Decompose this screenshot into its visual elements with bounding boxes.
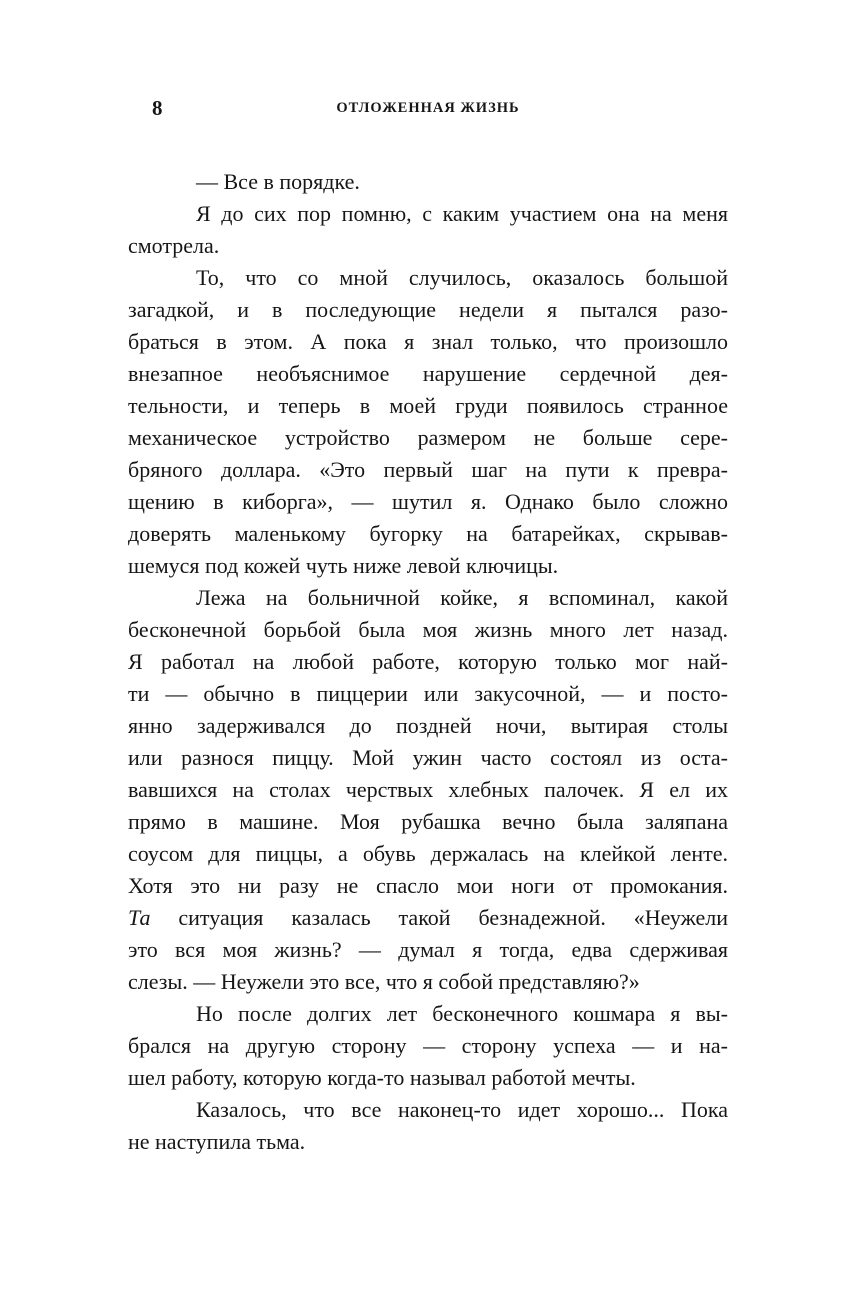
page-number: 8	[152, 96, 163, 120]
text-line: шел работу, которую когда-то называл работой мечты.	[128, 1065, 636, 1090]
text-line: Но после долгих лет бесконечного кошмара я вы-	[196, 1001, 728, 1026]
page-header	[128, 94, 728, 122]
body-text	[128, 166, 728, 1158]
text-line: — Все в порядке.	[196, 169, 360, 194]
text-line	[128, 902, 728, 934]
paragraph	[128, 998, 728, 1094]
text-line: или разнося пиццу. Мой ужин часто состоял из оста-	[128, 745, 728, 770]
text-line-rest: ситуация казалась такой безнадежной. «Неужели	[178, 905, 729, 930]
text-line: слезы. — Неужели это все, что я собой представляю?»	[128, 969, 640, 994]
text-line: Лежа на больничной койке, я вспоминал, какой	[196, 585, 728, 610]
text-line: механическое устройство размером не больше сере-	[128, 425, 728, 450]
text-line: Я работал на любой работе, которую только мог най-	[128, 649, 728, 674]
text-line: это вся моя жизнь? — думал я тогда, едва сдерживая	[128, 937, 728, 962]
text-line: янно задерживался до поздней ночи, вытирая столы	[128, 713, 728, 738]
text-line: доверять маленькому бугорку на батарейках, скрывав-	[128, 521, 728, 546]
paragraph	[128, 166, 728, 198]
text-line: ти — обычно в пиццерии или закусочной, — и посто-	[128, 681, 728, 706]
text-line: внезапное необъяснимое нарушение сердечной дея-	[128, 361, 728, 386]
paragraph	[128, 582, 728, 998]
text-line: бесконечной борьбой была моя жизнь много лет назад.	[128, 617, 728, 642]
paragraph	[128, 1094, 728, 1158]
text-line: загадкой, и в последующие недели я пытался разо-	[128, 297, 728, 322]
text-line: Я до сих пор помню, с каким участием она на меня	[196, 201, 728, 226]
text-line: вавшихся на столах черствых хлебных палочек. Я ел их	[128, 777, 728, 802]
text-line: бряного доллара. «Это первый шаг на пути к превра-	[128, 457, 728, 482]
text-line: тельности, и теперь в моей груди появилось странное	[128, 393, 728, 418]
text-line: То, что со мной случилось, оказалось большой	[196, 265, 728, 290]
text-line: прямо в машине. Моя рубашка вечно была заляпана	[128, 809, 728, 834]
paragraph	[128, 198, 728, 262]
emphasized-word: Та	[128, 905, 151, 930]
text-line: щению в киборга», — шутил я. Однако было сложно	[128, 489, 728, 514]
text-line: Казалось, что все наконец-то идет хорошо... Пока	[196, 1097, 728, 1122]
paragraph	[128, 262, 728, 582]
text-line: Хотя это ни разу не спасло мои ноги от промокания.	[128, 873, 728, 898]
text-line: не наступила тьма.	[128, 1129, 306, 1154]
text-line: шемуся под кожей чуть ниже левой ключицы.	[128, 553, 559, 578]
text-line: соусом для пиццы, а обувь держалась на клейкой ленте.	[128, 841, 728, 866]
running-head: ОТЛОЖЕННАЯ ЖИЗНЬ	[336, 100, 520, 116]
text-line: брался на другую сторону — сторону успеха — и на-	[128, 1033, 728, 1058]
text-line: смотрела.	[128, 233, 220, 258]
text-line: браться в этом. А пока я знал только, что произошло	[128, 329, 728, 354]
